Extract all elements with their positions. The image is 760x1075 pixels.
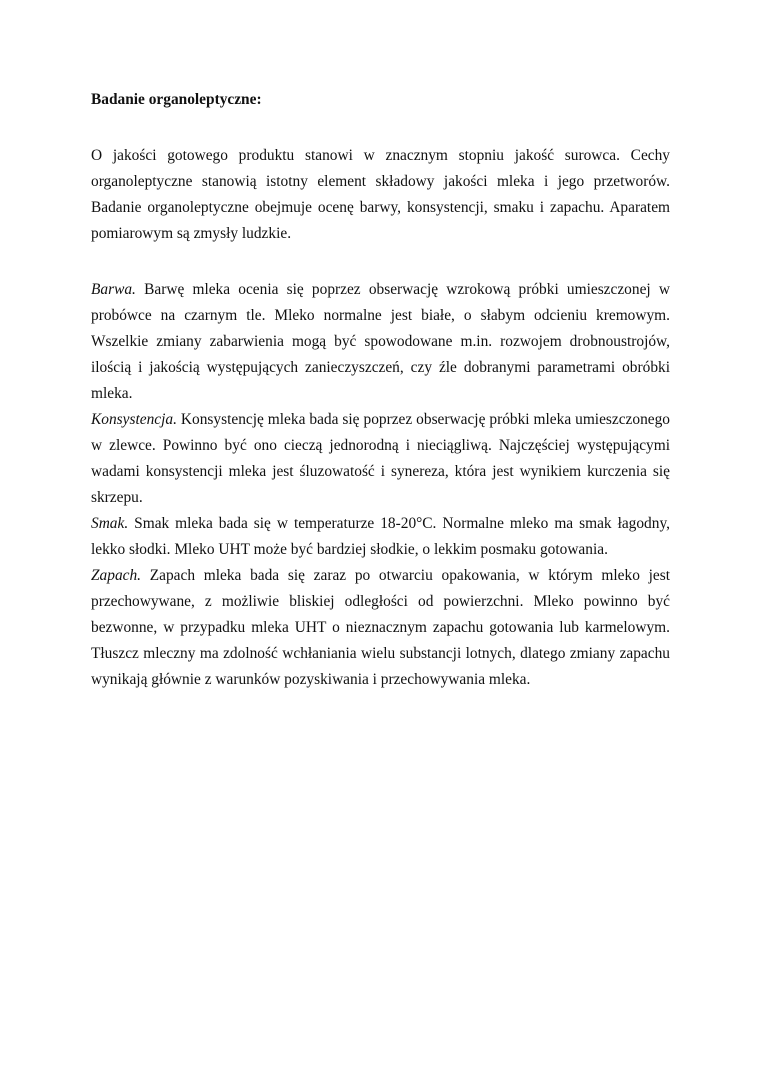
intro-paragraph: O jakości gotowego produktu stanowi w znacznym stopniu jakość surowca. Cechy organoleptyczne stanowią istotny element składowy jakości mleka i jego przetworów. Badanie organoleptyczne obejmuje ocenę barwy, konsystencji, smaku i zapachu. Aparatem pomiarowym są zmysły ludzkie.: [91, 147, 670, 242]
section-term-barwa: Barwa.: [91, 281, 136, 298]
section-term-konsystencja: Konsystencja.: [91, 411, 177, 428]
section-text-konsystencja: Konsystencję mleka bada się poprzez obserwację próbki mleka umieszczonego w zlewce. Powinno być ono cieczą jednorodną i nieciągliwą. Najczęściej występującymi wadami konsystencji mleka jest śluzowatość i synereza, która jest wynikiem kurczenia się skrzepu.: [91, 411, 670, 506]
section-text-zapach: Zapach mleka bada się zaraz po otwarciu opakowania, w którym mleko jest przechowywane, z możliwie bliskiej odległości od powierzchni. Mleko powinno być bezwonne, w przypadku mleka UHT o nieznacznym zapachu gotowania lub karmelowym. Tłuszcz mleczny ma zdolność wchłaniania wielu substancji lotnych, dlatego zmiany zapachu wynikają głównie z warunków pozyskiwania i przechowywania mleka.: [91, 567, 670, 688]
section-zapach: [91, 563, 670, 693]
document-heading: Badanie organoleptyczne:: [91, 91, 262, 108]
document-page: [91, 88, 670, 693]
section-term-smak: Smak.: [91, 515, 129, 532]
section-barwa: [91, 277, 670, 407]
section-term-zapach: Zapach.: [91, 567, 142, 584]
section-text-smak: Smak mleka bada się w temperaturze 18-20°C. Normalne mleko ma smak łagodny, lekko słodki. Mleko UHT może być bardziej słodkie, o lekkim posmaku gotowania.: [91, 515, 670, 558]
section-konsystencja: [91, 407, 670, 511]
paragraph-gap: [91, 247, 670, 277]
section-text-barwa: Barwę mleka ocenia się poprzez obserwację wzrokową próbki umieszczonej w probówce na czarnym tle. Mleko normalne jest białe, o słabym odcieniu kremowym. Wszelkie zmiany zabarwienia mogą być spowodowane m.in. rozwojem drobnoustrojów, ilością i jakością występujących zanieczyszczeń, czy źle dobranymi parametrami obróbki mleka.: [91, 281, 670, 402]
section-smak: [91, 511, 670, 563]
